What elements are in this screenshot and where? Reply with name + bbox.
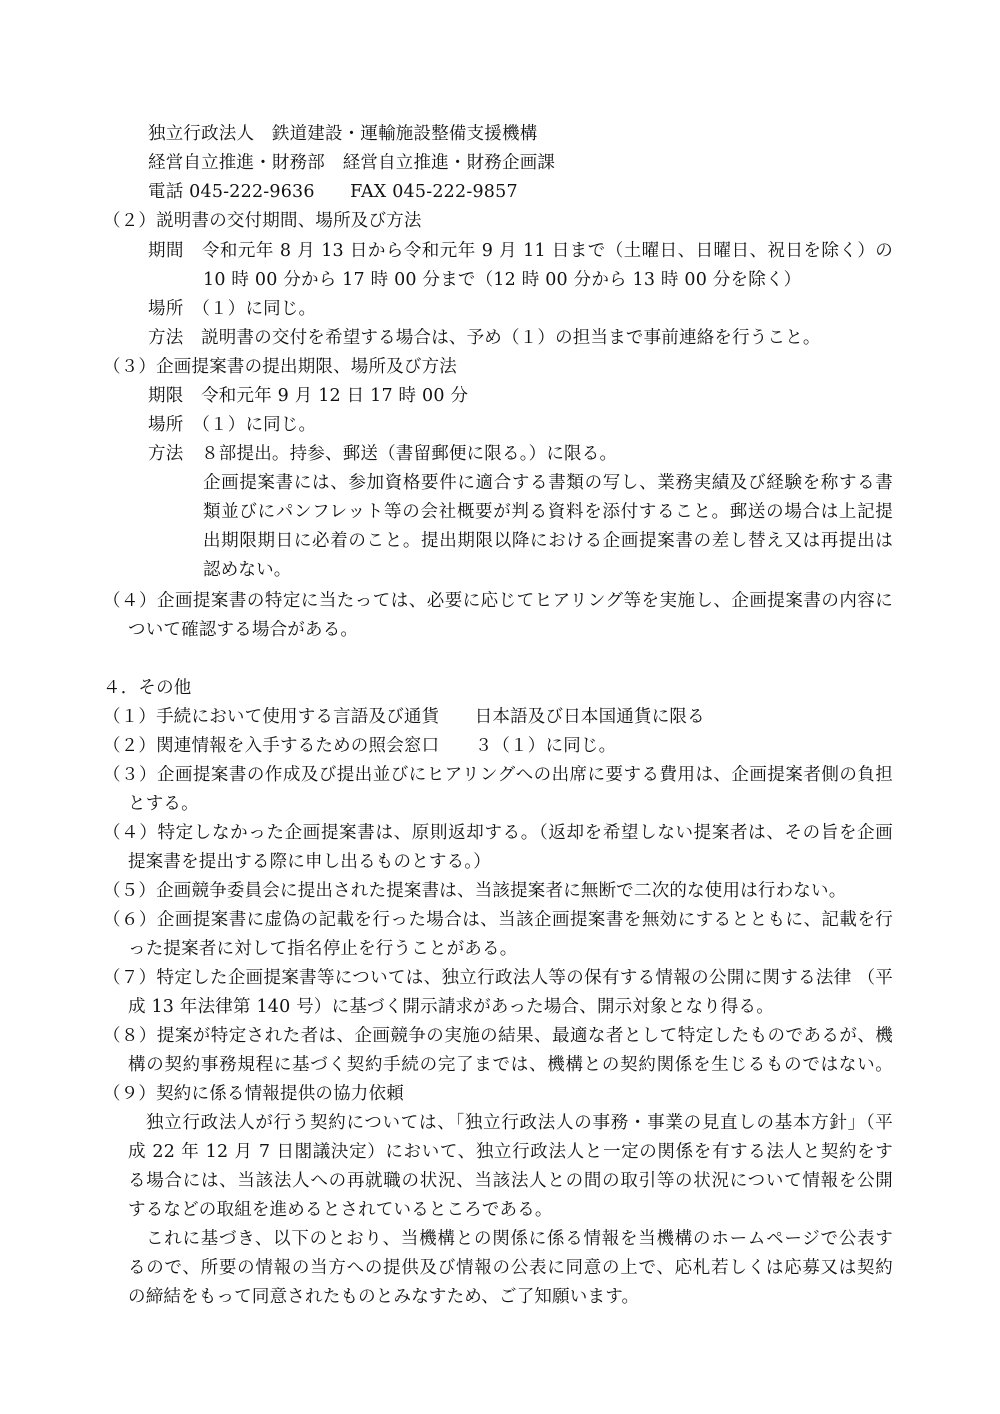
paragraph-2-line-2: るので、所要の情報の当方への提供及び情報の公表に同意の上で、応札若しくは応募又は契約 bbox=[128, 1258, 893, 1278]
section-3-2-period-line-1: 期間 令和元年 8 月 13 日から令和元年 9 月 11 日まで（土曜日、日曜日、祝日を除く）の bbox=[148, 241, 893, 261]
paragraph-1-line-3: る場合には、当該法人への再就職の状況、当該法人との間の取引等の状況について情報を公開 bbox=[128, 1171, 893, 1191]
section-4-item-7-line-1: （７）特定した企画提案書等については、独立行政法人等の保有する情報の公開に関する法律 （平 bbox=[103, 968, 893, 988]
section-3-4-line-2: ついて確認する場合がある。 bbox=[128, 620, 359, 640]
section-3-3-method-line-5: 認めない。 bbox=[203, 560, 292, 580]
section-4-item-7-line-2: 成 13 年法律第 140 号）に基づく開示請求があった場合、開示対象となり得る。 bbox=[128, 997, 774, 1017]
section-3-3-heading: （３）企画提案書の提出期限、場所及び方法 bbox=[103, 357, 457, 377]
paragraph-1-line-2: 成 22 年 12 月 7 日閣議決定）において、独立行政法人と一定の関係を有する法人と契約をす bbox=[128, 1142, 893, 1162]
section-4-item-8-line-1: （８）提案が特定された者は、企画競争の実施の結果、最適な者として特定したものであるが、機 bbox=[103, 1026, 893, 1046]
section-3-3-method-line-3: 類並びにパンフレット等の会社概要が判る資料を添付すること。郵送の場合は上記提 bbox=[203, 502, 893, 522]
section-4-item-1: （１）手続において使用する言語及び通貨 日本語及び日本国通貨に限る bbox=[103, 707, 705, 727]
section-4-item-4-line-2: 提案書を提出する際に申し出るものとする。） bbox=[128, 852, 491, 872]
section-3-2-place: 場所 （１）に同じ。 bbox=[148, 299, 317, 319]
section-3-2-heading: （２）説明書の交付期間、場所及び方法 bbox=[103, 211, 422, 231]
contact-dept: 経営自立推進・財務部 経営自立推進・財務企画課 bbox=[148, 153, 556, 173]
section-4-item-9-heading: （９）契約に係る情報提供の協力依頼 bbox=[103, 1084, 404, 1104]
contact-org: 独立行政法人 鉄道建設・運輸施設整備支援機構 bbox=[148, 124, 538, 144]
section-3-2-method: 方法 説明書の交付を希望する場合は、予め（１）の担当まで事前連絡を行うこと。 bbox=[148, 328, 821, 348]
paragraph-1-line-4: するなどの取組を進めるとされているところである。 bbox=[128, 1200, 553, 1220]
section-4-item-3-line-1: （３）企画提案書の作成及び提出並びにヒアリングへの出席に要する費用は、企画提案者側の負担 bbox=[103, 765, 893, 785]
section-3-3-method-line-1: 方法 ８部提出。持参、郵送（書留郵便に限る。）に限る。 bbox=[148, 444, 618, 464]
section-3-3-method-line-2: 企画提案書には、参加資格要件に適合する書類の写し、業務実績及び経験を称する書 bbox=[203, 473, 893, 493]
section-3-3-deadline: 期限 令和元年 9 月 12 日 17 時 00 分 bbox=[148, 386, 469, 406]
section-4-item-3-line-2: とする。 bbox=[128, 794, 199, 814]
section-3-4-line-1: （４）企画提案書の特定に当たっては、必要に応じてヒアリング等を実施し、企画提案書の内容に bbox=[103, 591, 893, 611]
section-4-item-4-line-1: （４）特定しなかった企画提案書は、原則返却する。（返却を希望しない提案者は、その旨を企画 bbox=[103, 823, 893, 843]
section-4-item-6-line-2: った提案者に対して指名停止を行うことがある。 bbox=[128, 939, 518, 959]
section-4-item-8-line-2: 構の契約事務規程に基づく契約手続の完了までは、機構との契約関係を生じるものではない。 bbox=[128, 1055, 893, 1075]
section-3-3-place: 場所 （１）に同じ。 bbox=[148, 415, 317, 435]
section-3-3-method-line-4: 出期限期日に必着のこと。提出期限以降における企画提案書の差し替え又は再提出は bbox=[203, 531, 893, 551]
paragraph-1-line-1: 独立行政法人が行う契約については、「独立行政法人の事務・事業の見直しの基本方針」（平 bbox=[146, 1113, 893, 1133]
contact-phone: 電話 045-222-9636 FAX 045-222-9857 bbox=[148, 182, 518, 202]
paragraph-2-line-1: これに基づき、以下のとおり、当機構との関係に係る情報を当機構のホームページで公表す bbox=[146, 1229, 893, 1249]
section-3-2-period-line-2: 10 時 00 分から 17 時 00 分まで（12 時 00 分から 13 時 00 分を除く） bbox=[203, 270, 802, 290]
paragraph-2-line-3: の締結をもって同意されたものとみなすため、ご了知願います。 bbox=[128, 1287, 640, 1307]
section-4-item-6-line-1: （６）企画提案書に虚偽の記載を行った場合は、当該企画提案書を無効にするとともに、記載を行 bbox=[103, 910, 893, 930]
section-4-heading: ４．その他 bbox=[103, 678, 192, 698]
section-4-item-5: （５）企画競争委員会に提出された提案書は、当該提案者に無断で二次的な使用は行わない。 bbox=[103, 881, 847, 901]
section-4-item-2: （２）関連情報を入手するための照会窓口 ３（１）に同じ。 bbox=[103, 736, 617, 756]
